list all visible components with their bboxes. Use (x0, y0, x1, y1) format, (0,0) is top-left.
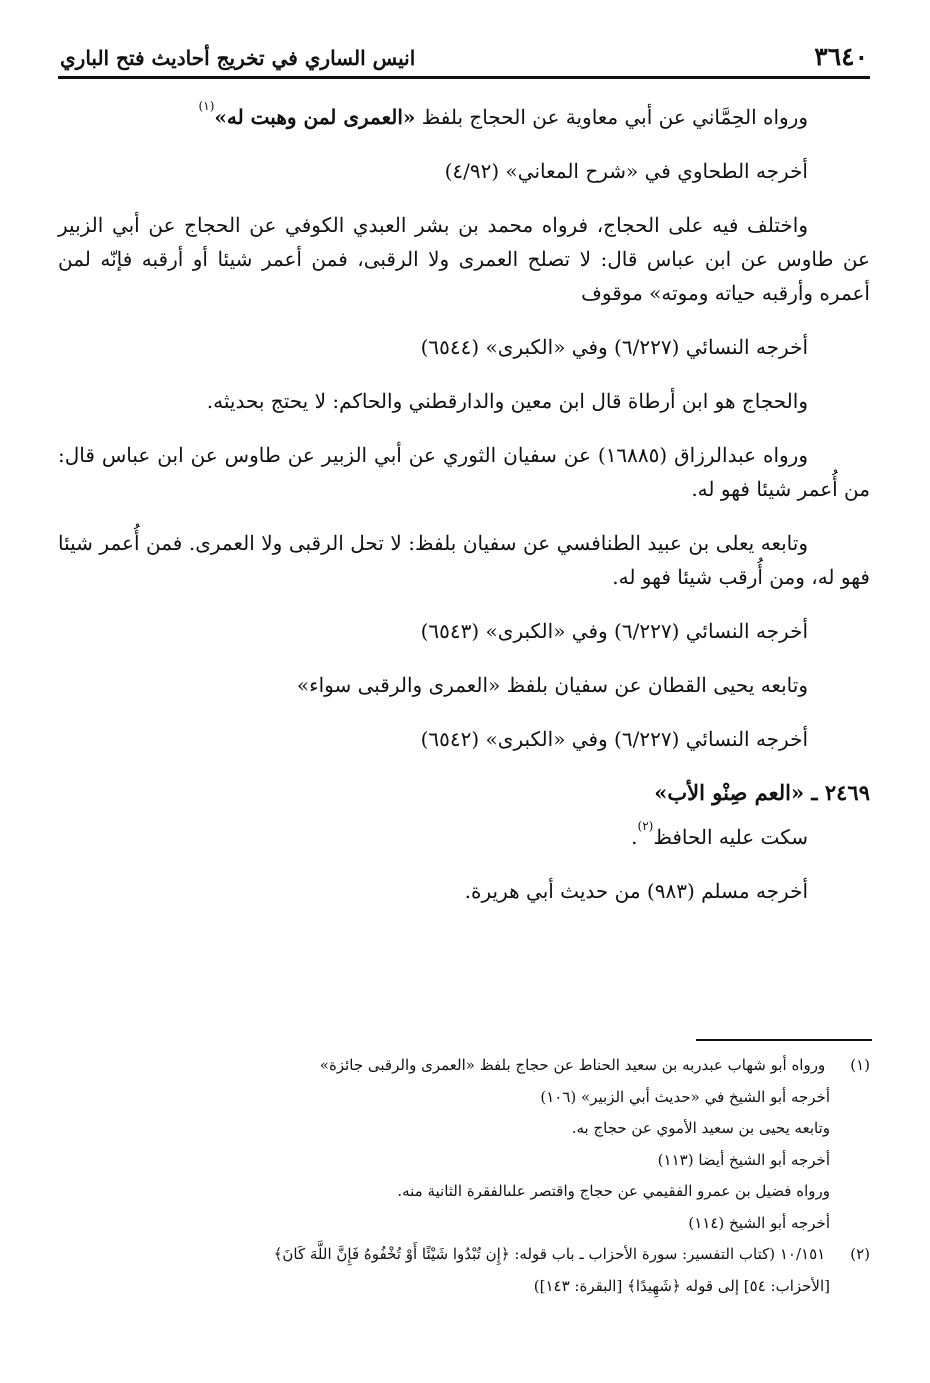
footnote-text: [الأحزاب: ٥٤] إلى قوله ﴿شَهِيدًا﴾ [البقرة: ١٤٣]) (533, 1276, 830, 1295)
quoted-wording: «العمرى لمن وهبت له» (214, 105, 416, 129)
footnote-line (58, 1145, 870, 1177)
paragraph: أخرجه النسائي (٦/٢٢٧) وفي «الكبرى» (٦٥٤٢) (420, 727, 808, 751)
footnote-line (58, 1113, 870, 1145)
footnote-text: وتابعه يحيى بن سعيد الأموي عن حجاج به. (571, 1119, 830, 1137)
footnote-line (58, 1271, 870, 1303)
page-number: ٣٦٤٠ (814, 42, 868, 71)
footnote-text: ورواه أبو شهاب عبدربه بن سعيد الحناط عن حجاج بلفظ «العمرى والرقبى جائزة» (319, 1056, 826, 1074)
footnote-line (58, 1239, 870, 1271)
footnote-line (58, 1082, 870, 1114)
page-header (58, 40, 870, 79)
paragraph: ورواه عبدالرزاق (١٦٨٨٥) عن سفيان الثوري عن أبي الزبير عن طاوس عن ابن عباس قال: من أُعمر شيئا فهو له. (58, 443, 870, 501)
footnote-line (58, 1208, 870, 1240)
paragraph-text: ورواه الحِمَّاني عن أبي معاوية عن الحجاج بلفظ (415, 105, 808, 129)
footnote-text: أخرجه أبو الشيخ في «حديث أبي الزبير» (١٠٦) (540, 1087, 830, 1106)
paragraph: أخرجه الطحاوي في «شرح المعاني» (٤/٩٢) (444, 159, 808, 183)
footnote-ref: (١) (198, 99, 215, 113)
footnote-text: أخرجه أبو الشيخ (١١٤) (688, 1213, 830, 1232)
footnote-number: (١) (850, 1056, 870, 1074)
paragraph: واختلف فيه على الحجاج، فرواه محمد بن بشر العبدي الكوفي عن الحجاج عن أبي الزبير عن طاوس عن ابن عباس قال: لا تصلح العمرى ولا الرقبى، فمن أعمر شيئا أو أرقبه فإنّه لمن أعمره وأرقبه حياته وموته» موقوف (58, 213, 870, 305)
hadith-heading: ٢٤٦٩ ـ «العم صِنْو الأب» (654, 780, 870, 805)
paragraph: أخرجه النسائي (٦/٢٢٧) وفي «الكبرى» (٦٥٤٤) (420, 335, 808, 359)
footnote-text: ١٠/١٥١ (كتاب التفسير: سورة الأحزاب ـ باب قوله: ﴿إِن تُبْدُوا شَيْئًا أَوْ تُخْفُوهُ فَإِنَّ اللَّهَ كَانَ﴾ (273, 1245, 826, 1263)
paragraph: أخرجه النسائي (٦/٢٢٧) وفي «الكبرى» (٦٥٤٣) (420, 619, 808, 643)
footnote-line (58, 1176, 870, 1208)
paragraph (58, 100, 870, 134)
paragraph: سكت عليه الحافظ$^{(٢)}$. (631, 819, 808, 849)
footnote-number: (٢) (850, 1245, 870, 1263)
running-title: انيس الساري في تخريج أحاديث فتح الباري (60, 46, 416, 70)
paragraph-text: سكت عليه الحافظ (653, 825, 808, 849)
footnote-text: ورواه فضيل بن عمرو الفقيمي عن حجاج واقتصر علىالفقرة الثانية منه. (397, 1182, 830, 1200)
paragraph: وتابعه يعلى بن عبيد الطنافسي عن سفيان بلفظ: لا تحل الرقبى ولا العمرى. فمن أُعمر شيئا فهو له، ومن أُرقب شيئا فهو له. (58, 531, 870, 589)
footnote-line (58, 1050, 870, 1082)
paragraph: وتابعه يحيى القطان عن سفيان بلفظ «العمرى والرقبى سواء» (296, 673, 808, 697)
footnotes (58, 1050, 870, 1302)
footnote-ref: (٢) (637, 819, 654, 833)
paragraph: أخرجه مسلم (٩٨٣) من حديث أبي هريرة. (464, 879, 808, 903)
main-text (58, 100, 870, 928)
paragraph: والحجاج هو ابن أرطاة قال ابن معين والدارقطني والحاكم: لا يحتج بحديثه. (206, 389, 808, 413)
footnote-separator (696, 1039, 872, 1041)
footnote-text: أخرجه أبو الشيخ أيضا (١١٣) (657, 1150, 830, 1169)
